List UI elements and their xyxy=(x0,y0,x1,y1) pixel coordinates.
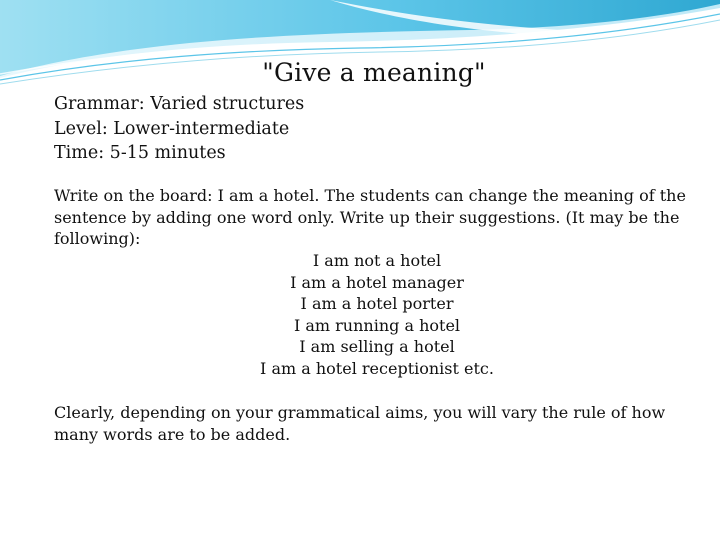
example-sentence: I am selling a hotel xyxy=(299,337,455,357)
activity-info xyxy=(54,92,304,166)
example-sentence: I am a hotel manager xyxy=(290,272,464,292)
closing-paragraph: Clearly, depending on your grammatical aims, you will vary the rule of how many words are to be added. xyxy=(54,403,666,444)
example-sentence: I am not a hotel xyxy=(312,251,442,270)
slide-title: "Give a meaning" xyxy=(262,58,486,87)
example-sentences xyxy=(0,250,720,380)
time-line: Time: 5-15 minutes xyxy=(54,143,226,163)
instructions-paragraph: Write on the board: I am a hotel. The students can change the meaning of the sentence by adding one word only. Write up their suggestions. (It may be the following): xyxy=(54,186,686,249)
level-line: Level: Lower-intermediate xyxy=(54,118,290,139)
example-sentence: I am running a hotel xyxy=(293,315,461,335)
example-sentence: I am a hotel receptionist etc. xyxy=(260,358,494,378)
grammar-line: Grammar: Varied structures xyxy=(54,94,305,114)
example-sentence: I am a hotel porter xyxy=(300,294,454,314)
